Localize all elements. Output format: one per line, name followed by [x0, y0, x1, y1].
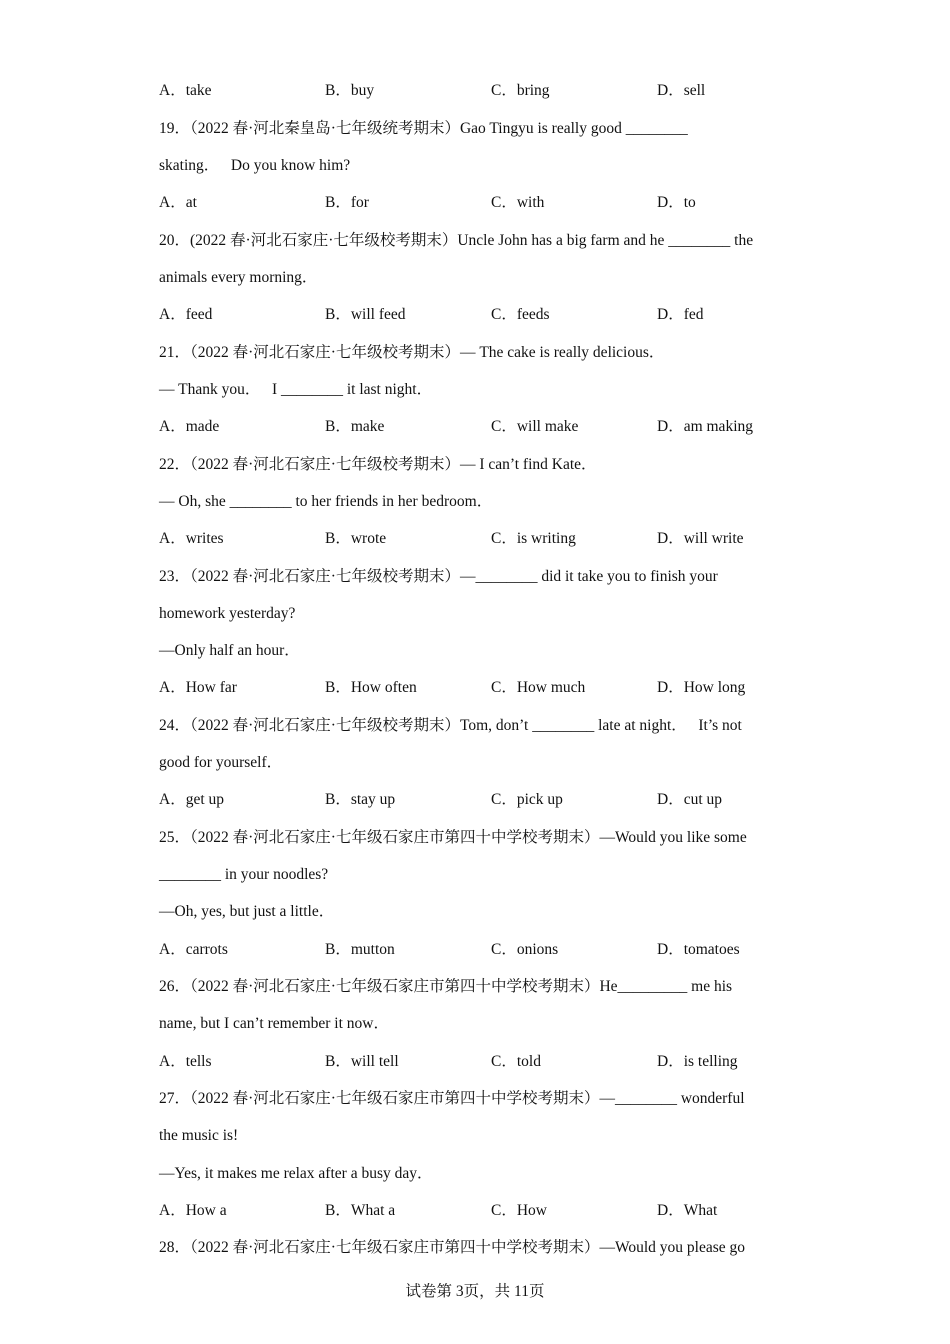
- option-c: C．told: [491, 1053, 541, 1070]
- option-b: B．How often: [325, 679, 417, 696]
- answer-options: [159, 81, 799, 101]
- question-text: — Thank you． I ________ it last night．: [159, 381, 433, 398]
- question-text: 27．（2022 春·河北石家庄·七年级石家庄市第四十中学校考期末）—________ wonderful: [159, 1090, 745, 1107]
- option-d: D．sell: [657, 82, 706, 99]
- option-a: A．take: [159, 82, 212, 99]
- answer-options: [159, 678, 799, 698]
- page-footer: 试卷第 3页，共 11页: [405, 1283, 545, 1300]
- option-b: B．What a: [325, 1202, 396, 1219]
- question-text: good for yourself．: [159, 754, 283, 771]
- option-c: C．onions: [491, 941, 559, 958]
- option-c: C．will make: [491, 418, 579, 435]
- option-b: B．stay up: [325, 791, 396, 808]
- option-c: C．bring: [491, 82, 550, 99]
- question-text: 28．（2022 春·河北石家庄·七年级石家庄市第四十中学校考期末）—Would you please go: [159, 1239, 745, 1256]
- question-text: 20．(2022 春·河北石家庄·七年级校考期末）Uncle John has a big farm and he ________ the: [159, 232, 754, 249]
- question-text: skating． Do you know him?: [159, 157, 351, 174]
- option-a: A．made: [159, 418, 220, 435]
- option-a: A．at: [159, 194, 197, 211]
- option-a: A．carrots: [159, 941, 228, 958]
- question-text: 22．（2022 春·河北石家庄·七年级校考期末）— I can’t find Kate．: [159, 456, 597, 473]
- option-a: A．How a: [159, 1202, 227, 1219]
- question-text: — Oh, she ________ to her friends in her bedroom．: [159, 493, 493, 510]
- option-c: C．How much: [491, 679, 586, 696]
- option-c: C．feeds: [491, 306, 550, 323]
- answer-options: [159, 940, 799, 960]
- option-d: D．fed: [657, 306, 704, 323]
- question-text: homework yesterday?: [159, 605, 296, 622]
- answer-options: [159, 1052, 799, 1072]
- option-a: A．writes: [159, 530, 224, 547]
- option-c: C．is writing: [491, 530, 576, 547]
- question-text: —Yes, it makes me relax after a busy day．: [159, 1165, 433, 1182]
- answer-options: [159, 790, 799, 810]
- option-a: A．get up: [159, 791, 225, 808]
- option-b: B．buy: [325, 82, 375, 99]
- option-d: D．What: [657, 1202, 718, 1219]
- answer-options: [159, 193, 799, 213]
- question-text: the music is!: [159, 1127, 239, 1144]
- question-text: 24．（2022 春·河北石家庄·七年级校考期末）Tom, don’t ________ late at night． It’s not: [159, 717, 742, 734]
- option-b: B．make: [325, 418, 385, 435]
- option-b: B．will tell: [325, 1053, 399, 1070]
- option-d: D．to: [657, 194, 696, 211]
- option-a: A．feed: [159, 306, 213, 323]
- question-text: —Oh, yes, but just a little．: [159, 903, 335, 920]
- question-text: —Only half an hour．: [159, 642, 300, 659]
- answer-options: [159, 305, 799, 325]
- option-b: B．for: [325, 194, 369, 211]
- question-text: 23．（2022 春·河北石家庄·七年级校考期末）—________ did it take you to finish your: [159, 568, 718, 585]
- option-a: A．tells: [159, 1053, 212, 1070]
- option-d: D．am making: [657, 418, 753, 435]
- question-text: 25．（2022 春·河北石家庄·七年级石家庄市第四十中学校考期末）—Would you like some: [159, 829, 747, 846]
- option-c: C．with: [491, 194, 545, 211]
- question-text: 21．（2022 春·河北石家庄·七年级校考期末）— The cake is really delicious．: [159, 344, 665, 361]
- option-d: D．How long: [657, 679, 746, 696]
- option-b: B．will feed: [325, 306, 406, 323]
- option-d: D．is telling: [657, 1053, 738, 1070]
- option-c: C．pick up: [491, 791, 563, 808]
- option-d: D．tomatoes: [657, 941, 740, 958]
- question-text: ________ in your noodles?: [159, 866, 329, 883]
- option-d: D．will write: [657, 530, 744, 547]
- answer-options: [159, 417, 799, 437]
- option-a: A．How far: [159, 679, 237, 696]
- option-c: C．How: [491, 1202, 547, 1219]
- question-text: name, but I can’t remember it now．: [159, 1015, 389, 1032]
- question-text: 26．（2022 春·河北石家庄·七年级石家庄市第四十中学校考期末）He_________ me his: [159, 978, 733, 995]
- question-text: 19．（2022 春·河北秦皇岛·七年级统考期末）Gao Tingyu is really good ________: [159, 120, 688, 137]
- question-text: animals every morning．: [159, 269, 318, 286]
- answer-options: [159, 1201, 799, 1221]
- answer-options: [159, 529, 799, 549]
- option-d: D．cut up: [657, 791, 723, 808]
- option-b: B．wrote: [325, 530, 387, 547]
- option-b: B．mutton: [325, 941, 395, 958]
